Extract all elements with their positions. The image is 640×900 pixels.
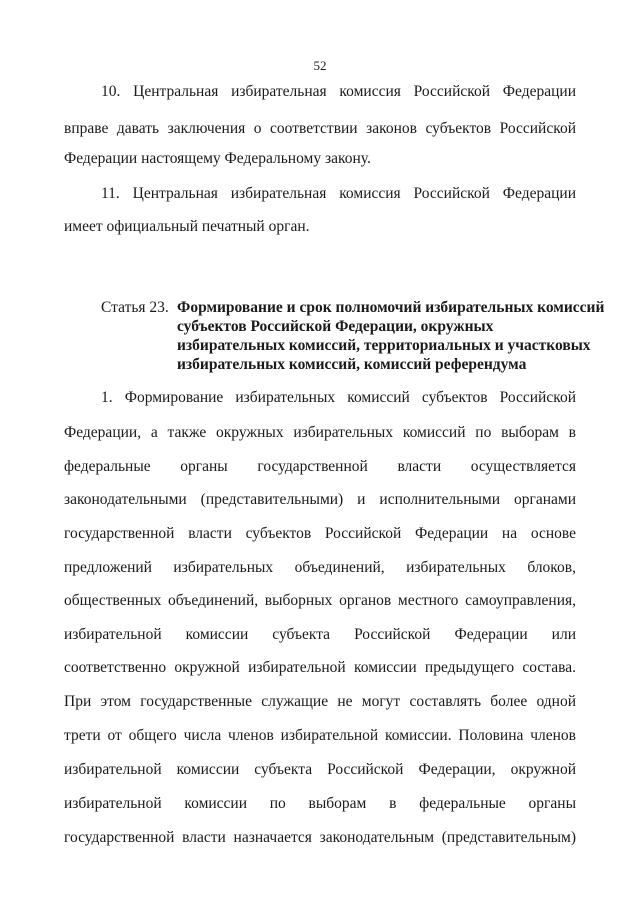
paragraph-1-line-2: Федерации, а также окружных избирательных комиссий по выборам в <box>64 424 576 441</box>
page-number: 52 <box>313 58 327 73</box>
paragraph-1-line-4: законодательными (представительными) и исполнительными органами <box>64 491 576 508</box>
paragraph-1-line-5: государственной власти субъектов Российской Федерации на основе <box>64 525 576 542</box>
paragraph-1-line-6: предложений избирательных объединений, избирательных блоков, <box>64 559 576 576</box>
paragraph-1-line-3: федеральные органы государственной власти осуществляется <box>64 458 576 475</box>
paragraph-11-line-1: 11. Центральная избирательная комиссия Российской Федерации <box>101 185 576 202</box>
paragraph-1-line-7: общественных объединений, выборных органов местного самоуправления, <box>64 592 576 609</box>
paragraph-1-line-8: избирательной комиссии субъекта Российской Федерации или <box>64 626 576 643</box>
article-title-line-3: избирательных комиссий, территориальных и участковых <box>177 337 591 354</box>
paragraph-10-line-2: вправе давать заключения о соответствии законов субъектов Российской <box>64 120 576 137</box>
article-title-line-2: субъектов Российской Федерации, окружных <box>177 318 494 335</box>
paragraph-1-line-10: При этом государственные служащие не могут составлять более одной <box>64 693 576 710</box>
paragraph-1-line-12: избирательной комиссии субъекта Российской Федерации, окружной <box>64 761 576 778</box>
paragraph-1-line-13: избирательной комиссии по выборам в федеральные органы <box>64 795 576 812</box>
paragraph-11-line-2: имеет официальный печатный орган. <box>64 218 310 235</box>
article-number: Статья 23. <box>101 299 169 316</box>
paragraph-1-line-14: государственной власти назначается законодательным (представительным) <box>64 829 576 846</box>
paragraph-1-line-9: соответственно окружной избирательной комиссии предыдущего состава. <box>64 659 576 676</box>
paragraph-1-line-11: трети от общего числа членов избирательной комиссии. Половина членов <box>64 727 576 744</box>
article-title-line-4: избирательных комиссий, комиссий референдума <box>177 356 527 373</box>
paragraph-10-line-3: Федерации настоящему Федеральному закону. <box>64 150 371 167</box>
paragraph-1-line-1: 1. Формирование избирательных комиссий субъектов Российской <box>101 389 576 406</box>
paragraph-10-line-1: 10. Центральная избирательная комиссия Российской Федерации <box>101 83 576 100</box>
article-title-line-1: Формирование и срок полномочий избирательных комиссий <box>177 299 605 316</box>
